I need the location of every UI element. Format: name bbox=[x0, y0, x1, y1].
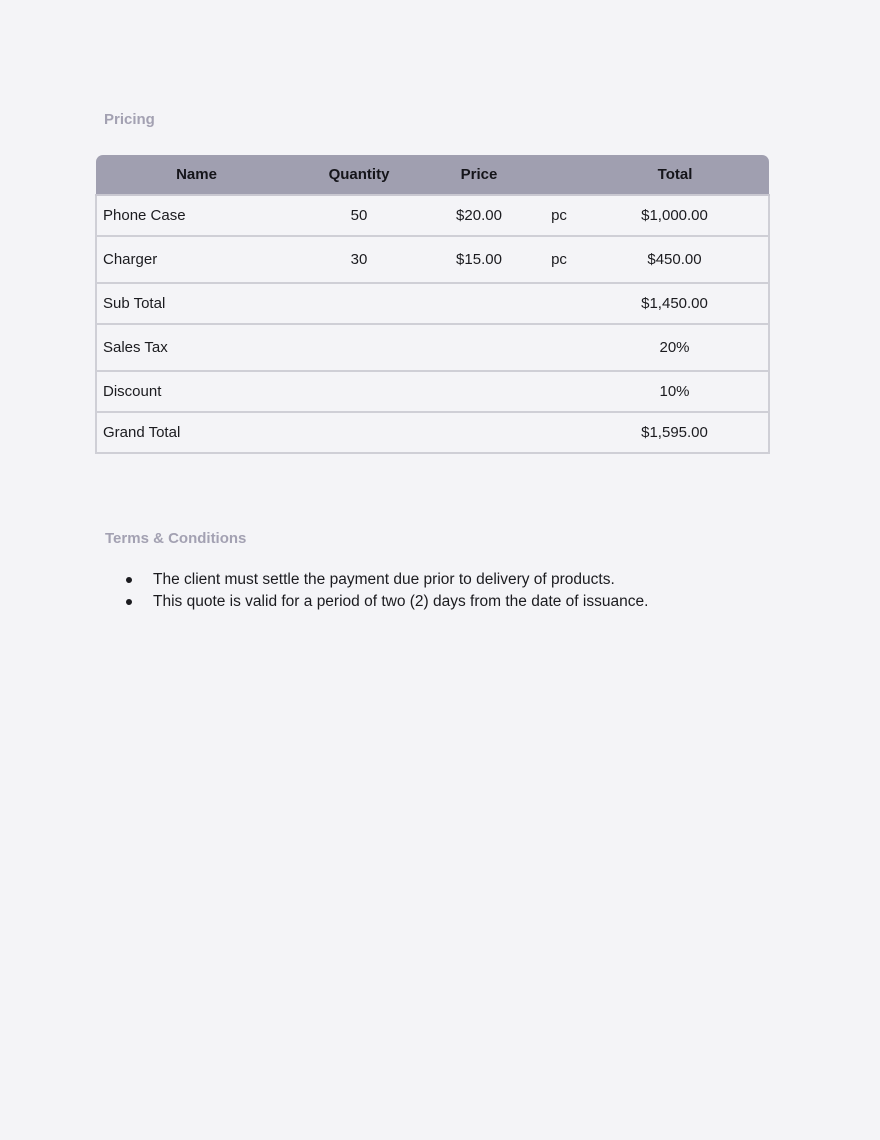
pricing-section-title: Pricing bbox=[104, 111, 155, 128]
summary-label: Sales Tax bbox=[96, 324, 297, 371]
column-header-price: Price bbox=[421, 155, 537, 195]
term-text: The client must settle the payment due prior to delivery of products. bbox=[153, 571, 615, 588]
summary-value: $1,595.00 bbox=[581, 412, 769, 453]
summary-value: $1,450.00 bbox=[581, 283, 769, 324]
item-unit: pc bbox=[537, 195, 581, 236]
column-header-total: Total bbox=[581, 155, 769, 195]
summary-label: Sub Total bbox=[96, 283, 297, 324]
column-header-quantity: Quantity bbox=[297, 155, 421, 195]
item-quantity: 30 bbox=[297, 236, 421, 283]
column-header-name: Name bbox=[96, 155, 297, 195]
terms-section-title: Terms & Conditions bbox=[105, 530, 247, 547]
bullet-icon bbox=[126, 599, 132, 605]
discount-row bbox=[96, 371, 769, 412]
grand-total-row bbox=[96, 412, 769, 453]
item-unit: pc bbox=[537, 236, 581, 283]
item-quantity: 50 bbox=[297, 195, 421, 236]
term-text: This quote is valid for a period of two (2) days from the date of issuance. bbox=[153, 593, 649, 610]
item-name: Charger bbox=[96, 236, 297, 283]
summary-value: 10% bbox=[581, 371, 769, 412]
bullet-icon bbox=[126, 577, 132, 583]
item-name: Phone Case bbox=[96, 195, 297, 236]
header-row bbox=[96, 155, 769, 195]
item-price: $15.00 bbox=[421, 236, 537, 283]
summary-label: Grand Total bbox=[96, 412, 297, 453]
summary-label: Discount bbox=[96, 371, 297, 412]
list-item bbox=[124, 590, 648, 612]
sales-tax-row bbox=[96, 324, 769, 371]
pricing-table-header bbox=[96, 155, 769, 195]
summary-value: 20% bbox=[581, 324, 769, 371]
pricing-table-body bbox=[96, 195, 769, 453]
item-price: $20.00 bbox=[421, 195, 537, 236]
list-item bbox=[124, 568, 648, 590]
table-row bbox=[96, 195, 769, 236]
table-row bbox=[96, 236, 769, 283]
terms-list bbox=[124, 568, 648, 612]
column-header-unit bbox=[537, 155, 581, 195]
subtotal-row bbox=[96, 283, 769, 324]
item-total: $1,000.00 bbox=[581, 195, 769, 236]
pricing-table bbox=[95, 155, 770, 454]
item-total: $450.00 bbox=[581, 236, 769, 283]
